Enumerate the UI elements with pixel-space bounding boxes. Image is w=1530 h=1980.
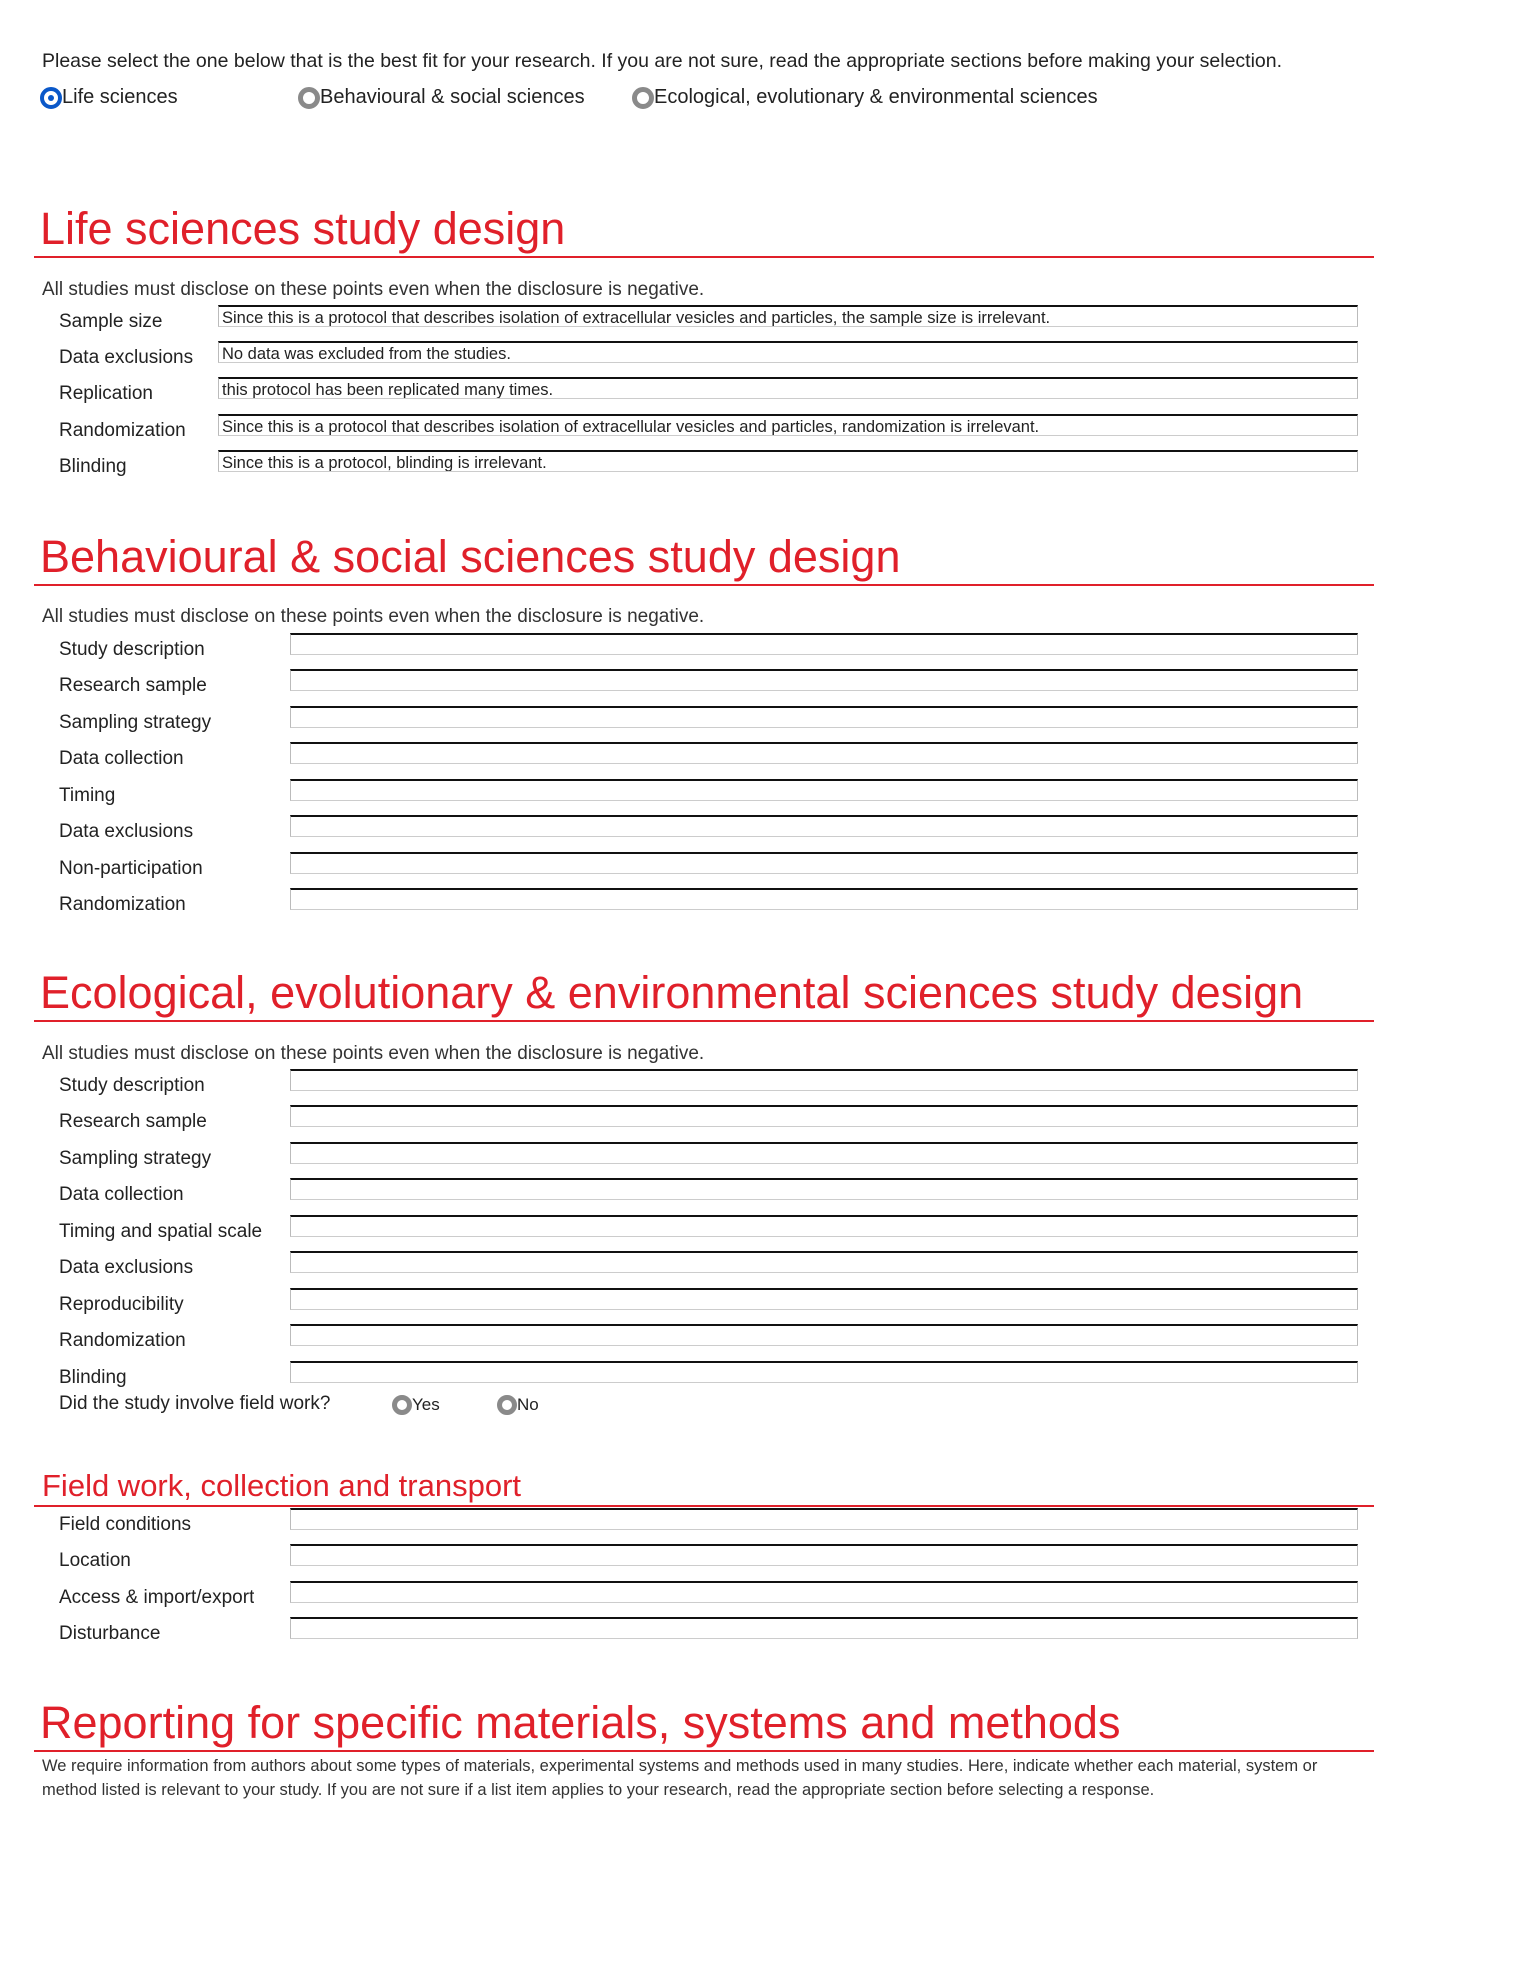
field-timing-spatial-scale[interactable] xyxy=(290,1215,1358,1237)
label-replication: Replication xyxy=(59,383,153,404)
field-randomization[interactable]: Since this is a protocol that describes isolation of extracellular vesicles and particles, randomization is irrelevant. xyxy=(218,414,1358,436)
field-research-sample[interactable] xyxy=(290,669,1358,691)
section-divider xyxy=(34,1020,1374,1022)
reporting-heading: Reporting for specific materials, systems and methods xyxy=(40,1697,1121,1748)
field-randomization[interactable] xyxy=(290,888,1358,910)
label-timing: Timing xyxy=(59,785,116,806)
field-work-heading: Field work, collection and transport xyxy=(42,1468,522,1503)
radio-fieldwork-no[interactable] xyxy=(497,1395,539,1415)
field-access-import-export[interactable] xyxy=(290,1581,1358,1603)
field-disturbance[interactable] xyxy=(290,1617,1358,1639)
label-blinding: Blinding xyxy=(59,1367,127,1388)
field-research-sample[interactable] xyxy=(290,1105,1358,1127)
radio-label: Behavioural & social sciences xyxy=(320,86,585,108)
radio-label: Ecological, evolutionary & environmental sciences xyxy=(654,86,1098,108)
label-data-collection: Data collection xyxy=(59,748,184,769)
radio-fieldwork-yes[interactable] xyxy=(392,1395,440,1415)
label-disturbance: Disturbance xyxy=(59,1623,161,1644)
field-study-description[interactable] xyxy=(290,633,1358,655)
radio-label: No xyxy=(517,1395,539,1414)
section-divider xyxy=(34,1750,1374,1752)
disclosure-note: All studies must disclose on these points even when the disclosure is negative. xyxy=(42,606,705,627)
radio-ecological[interactable] xyxy=(632,86,1098,109)
label-blinding: Blinding xyxy=(59,456,127,477)
label-data-collection: Data collection xyxy=(59,1184,184,1205)
label-randomization: Randomization xyxy=(59,1330,186,1351)
label-sampling-strategy: Sampling strategy xyxy=(59,712,212,733)
radio-label: Life sciences xyxy=(62,86,178,108)
field-reproducibility[interactable] xyxy=(290,1288,1358,1310)
label-non-participation: Non-participation xyxy=(59,858,203,879)
field-sampling-strategy[interactable] xyxy=(290,706,1358,728)
behavioural-heading: Behavioural & social sciences study design xyxy=(40,531,901,582)
intro-text: Please select the one below that is the best fit for your research. If you are not sure, read the appropriate sections before making your selection. xyxy=(42,50,1283,72)
field-sample-size[interactable]: Since this is a protocol that describes isolation of extracellular vesicles and particles, the sample size is irrelevant. xyxy=(218,305,1358,327)
label-randomization: Randomization xyxy=(59,420,186,441)
field-replication[interactable]: this protocol has been replicated many times. xyxy=(218,377,1358,399)
field-non-participation[interactable] xyxy=(290,852,1358,874)
field-blinding[interactable]: Since this is a protocol, blinding is irrelevant. xyxy=(218,450,1358,472)
label-research-sample: Research sample xyxy=(59,675,207,696)
label-data-exclusions: Data exclusions xyxy=(59,347,194,368)
field-blinding[interactable] xyxy=(290,1361,1358,1383)
section-divider xyxy=(34,1505,1374,1507)
section-divider xyxy=(34,584,1374,586)
label-study-description: Study description xyxy=(59,1075,205,1096)
life-sciences-heading: Life sciences study design xyxy=(40,203,566,254)
fieldwork-question: Did the study involve field work? xyxy=(59,1393,331,1414)
radio-unselected-icon[interactable] xyxy=(632,87,654,109)
field-timing[interactable] xyxy=(290,779,1358,801)
field-sampling-strategy[interactable] xyxy=(290,1142,1358,1164)
label-location: Location xyxy=(59,1550,131,1571)
label-data-exclusions: Data exclusions xyxy=(59,821,194,842)
field-data-exclusions[interactable] xyxy=(290,1251,1358,1273)
label-randomization: Randomization xyxy=(59,894,186,915)
field-field-conditions[interactable] xyxy=(290,1508,1358,1530)
label-sample-size: Sample size xyxy=(59,311,163,332)
disclosure-note: All studies must disclose on these points even when the disclosure is negative. xyxy=(42,1043,705,1064)
section-divider xyxy=(34,256,1374,258)
radio-unselected-icon[interactable] xyxy=(298,87,320,109)
radio-label: Yes xyxy=(412,1395,440,1414)
radio-behavioural-social[interactable] xyxy=(298,86,585,109)
field-data-collection[interactable] xyxy=(290,742,1358,764)
field-data-collection[interactable] xyxy=(290,1178,1358,1200)
field-randomization[interactable] xyxy=(290,1324,1358,1346)
field-data-exclusions[interactable] xyxy=(290,815,1358,837)
disclosure-note: All studies must disclose on these points even when the disclosure is negative. xyxy=(42,279,705,300)
label-research-sample: Research sample xyxy=(59,1111,207,1132)
field-data-exclusions[interactable]: No data was excluded from the studies. xyxy=(218,341,1358,363)
label-field-conditions: Field conditions xyxy=(59,1514,192,1535)
label-data-exclusions: Data exclusions xyxy=(59,1257,194,1278)
reporting-note: We require information from authors about some types of materials, experimental systems and methods used in many studies. Here, indicate whether each material, system or method listed is relevant to your study. If you are not sure if a list item applies to your research, read the appropriate section before selecting a response. xyxy=(42,1757,1318,1799)
field-study-description[interactable] xyxy=(290,1069,1358,1091)
radio-unselected-icon[interactable] xyxy=(497,1395,517,1415)
label-sampling-strategy: Sampling strategy xyxy=(59,1148,212,1169)
radio-life-sciences[interactable] xyxy=(40,86,178,109)
label-study-description: Study description xyxy=(59,639,205,660)
label-reproducibility: Reproducibility xyxy=(59,1294,184,1315)
field-location[interactable] xyxy=(290,1544,1358,1566)
radio-selected-icon[interactable] xyxy=(40,87,62,109)
label-timing-spatial-scale: Timing and spatial scale xyxy=(59,1221,263,1242)
label-access-import-export: Access & import/export xyxy=(59,1587,255,1608)
ecological-heading: Ecological, evolutionary & environmental sciences study design xyxy=(40,967,1304,1018)
radio-unselected-icon[interactable] xyxy=(392,1395,412,1415)
